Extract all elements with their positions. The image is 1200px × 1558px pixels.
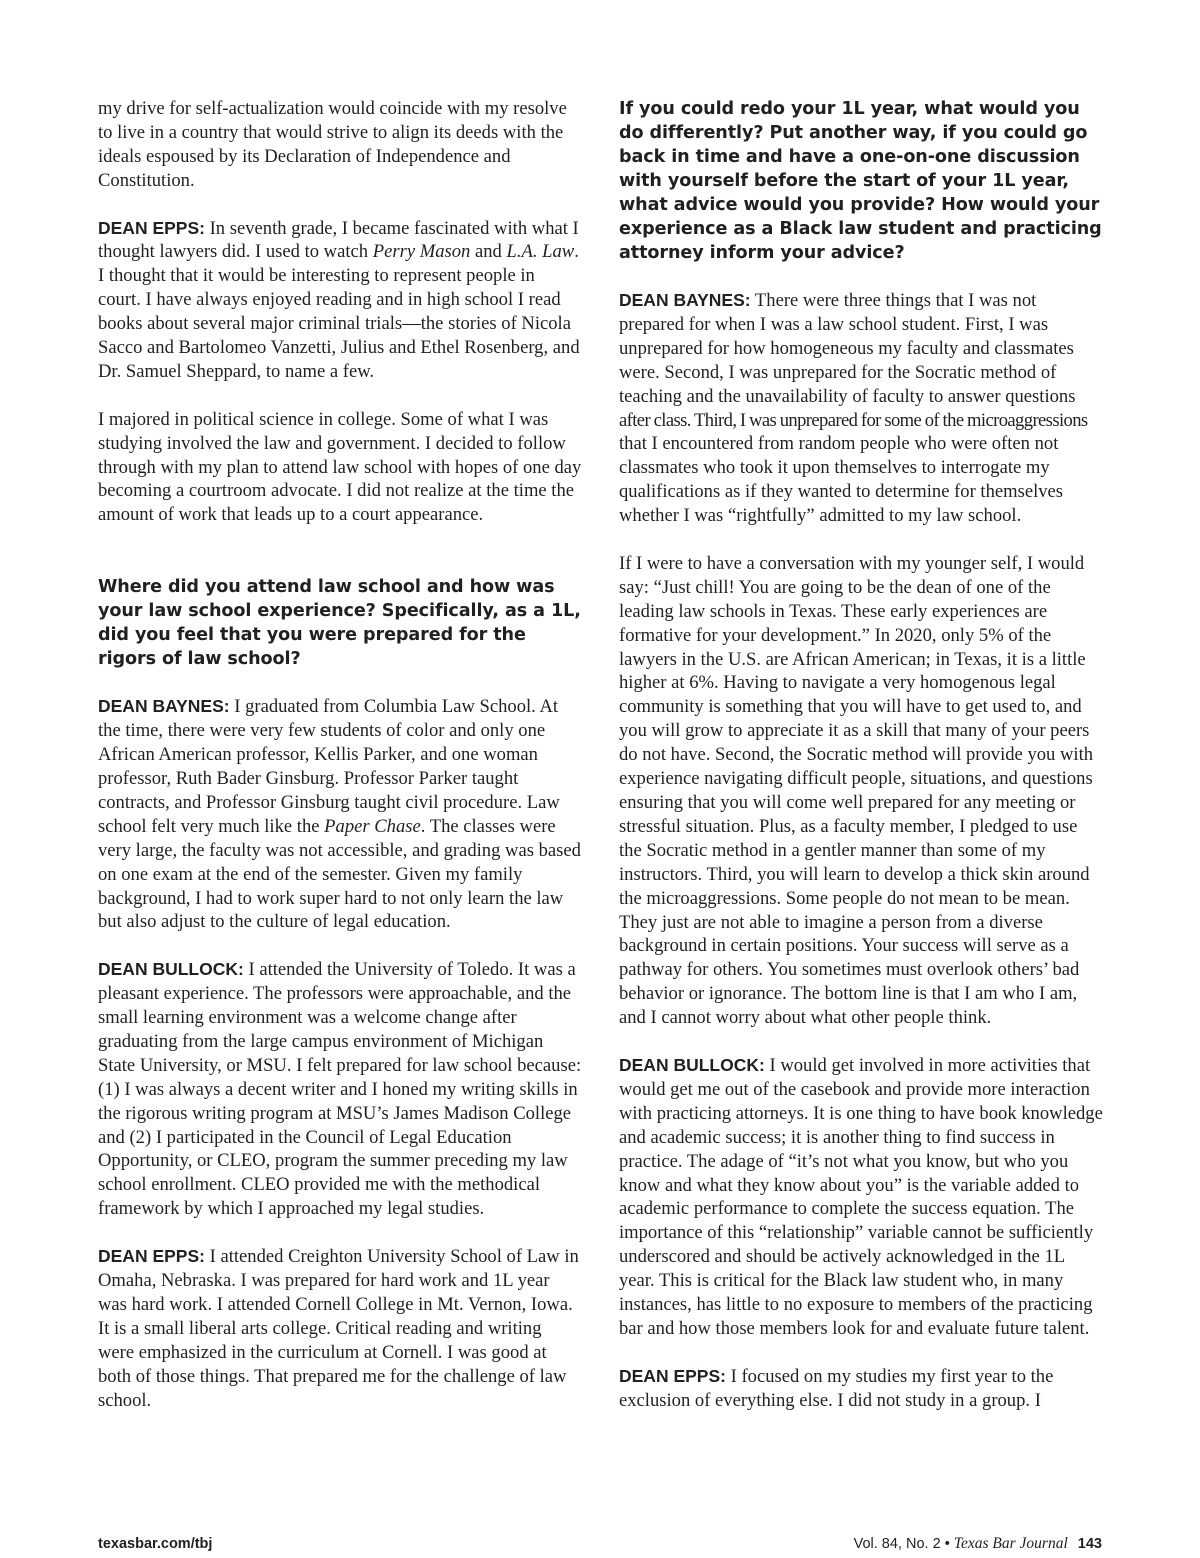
answer-paragraph: DEAN BULLOCK: I attended the University of Toledo. It was a pleasant experience. The professors were approachable, and the small learning environment was a welcome change after graduating from the large campus environment of Michigan State University, or MSU. I felt prepared for law school because: (1) I was always a decent writer and I honed my writing skills in the rigorous writing program at MSU’s James Madison College and (2) I participated in the Council of Legal Education Opportunity, or CLEO, program the summer preceding my law school enrollment. CLEO provided me with the methodical framework by which I approached my legal studies. [98,959,582,1220]
interview-question: If you could redo your 1L year, what would you do differently? Put another way, if you could go back in time and have a one-on-one discussion with yourself before the start of your 1L year, what advice would you provide? How would your experience as a Black law student and practicing attorney inform your advice? [619,99,1102,263]
right-column [619,97,1103,1413]
speaker-label: DEAN EPPS: [619,1365,726,1386]
show-title: L.A. Law [506,241,575,263]
answer-paragraph: DEAN BULLOCK: I would get involved in more activities that would get me out of the casebook and provide more interaction with practicing attorneys. It is one thing to have book knowledge and academic success; it is another thing to find success in practice. The adage of “it’s not what you know, but who you know and what they know about you” is the variable added to academic performance to complete the success equation. The importance of this “relationship” variable cannot be sufficiently underscored and should be actively acknowledged in the 1L year. This is critical for the Black law student who, in many instances, has little to no exposure to members of the practicing bar and how those members look for and evaluate future talent. [619,1054,1103,1339]
speaker-label: DEAN EPPS: [98,217,205,238]
body-paragraph: If I were to have a conversation with my younger self, I would say: “Just chill! You are going to be the dean of one of the leading law schools in Texas. These early experiences are formative for your development.” In 2020, only 5% of the lawyers in the U.S. are African American; in Texas, it is a little higher at 6%. Having to navigate a very homogenous legal community is something that you will have to get used to, and you will grow to appreciate it as a skill that many of your peers do not have. Second, the Socratic method will provide you with experience navigating difficult people, situations, and questions ensuring that you will come well prepared for any meeting or stressful situation. Plus, as a faculty member, I pledged to use the Socratic method in a gentler manner than some of my instructors. Third, you will learn to develop a thick skin around the microaggressions. Some people do not mean to be mean. They just are not able to imagine a person from a diverse background in certain positions. Your success will serve as a pathway for others. You sometimes must overlook others’ bad behavior or ignorance. The bottom line is that I am who I am, and I cannot worry about what other people think. [619,552,1094,1029]
body-paragraph: I majored in political science in college. Some of what I was studying involved the law and government. I decided to follow through with my plan to attend law school with hopes of one day becoming a courtroom advocate. I did not realize at the time the amount of work that leads up to a court appearance. [98,408,582,526]
footer-issue [854,1535,1102,1553]
speaker-label: DEAN BULLOCK: [619,1054,765,1075]
answer-paragraph: DEAN EPPS: I focused on my studies my first year to the exclusion of everything else. I did not study in a group. I [619,1365,1054,1411]
body-paragraph: my drive for self-actualization would coincide with my resolve to live in a country that would strive to align its deeds with the ideals espoused by its Declaration of Independence and Constitution. [98,98,567,191]
footer-bullet: • [944,1536,950,1552]
film-title: Paper Chase [324,815,421,837]
answer-paragraph: DEAN BAYNES: I graduated from Columbia Law School. At the time, there were very few students of color and only one African American professor, Kellis Parker, and one woman professor, Ruth Bader Ginsburg. Professor Parker taught contracts, and Professor Ginsburg taught civil procedure. Law school felt very much like the Paper Chase. The classes were very large, the faculty was not accessible, and grading was based on one exam at the end of the semester. Given my family background, I had to work super hard to not only learn the law but also adjust to the culture of legal education. [98,696,581,933]
magazine-name: Texas Bar Journal [953,1535,1068,1552]
issue-volume: Vol. 84, No. 2 [853,1536,941,1552]
speaker-label: DEAN EPPS: [98,1246,205,1267]
speaker-label: DEAN BAYNES: [98,696,230,717]
speaker-label: DEAN BULLOCK: [98,959,244,980]
answer-paragraph: DEAN EPPS: In seventh grade, I became fascinated with what I thought lawyers did. I used to watch Perry Mason and L.A. Law. I thought that it would be interesting to represent people in court. I have always enjoyed reading and in high school I read books about several major criminal trials—the stories of Nicola Sacco and Bartolomeo Vanzetti, Julius and Ethel Rosenberg, and Dr. Samuel Sheppard, to name a few. [98,217,580,382]
page-number: 143 [1077,1536,1102,1552]
footer-website: texasbar.com/tbj [98,1536,213,1552]
left-column [98,97,582,1412]
answer-paragraph: DEAN BAYNES: There were three things that I was not prepared for when I was a law school student. First, I was unprepared for how homogeneous my faculty and classmates were. Second, I was unprepared for the Socratic method of teaching and the unavailability of faculty to answer questions after class. Third, I was unprepared for some of the microaggressions that I encountered from random people who were often not classmates who took it upon themselves to interrogate my qualifications as if they wanted to determine for themselves whether I was “rightfully” admitted to my law school. [619,290,1088,527]
show-title: Perry Mason [372,241,471,263]
speaker-label: DEAN BAYNES: [619,290,751,310]
answer-paragraph: DEAN EPPS: I attended Creighton University School of Law in Omaha, Nebraska. I was prepared for hard work and 1L year was hard work. I attended Cornell College in Mt. Vernon, Iowa. It is a small liberal arts college. Critical reading and writing were emphasized in the curriculum at Cornell. I was good at both of those things. That prepared me for the challenge of law school. [98,1246,579,1411]
interview-question: Where did you attend law school and how was your law school experience? Specifically, as a 1L, did you feel that you were prepared for the rigors of law school? [98,577,581,670]
